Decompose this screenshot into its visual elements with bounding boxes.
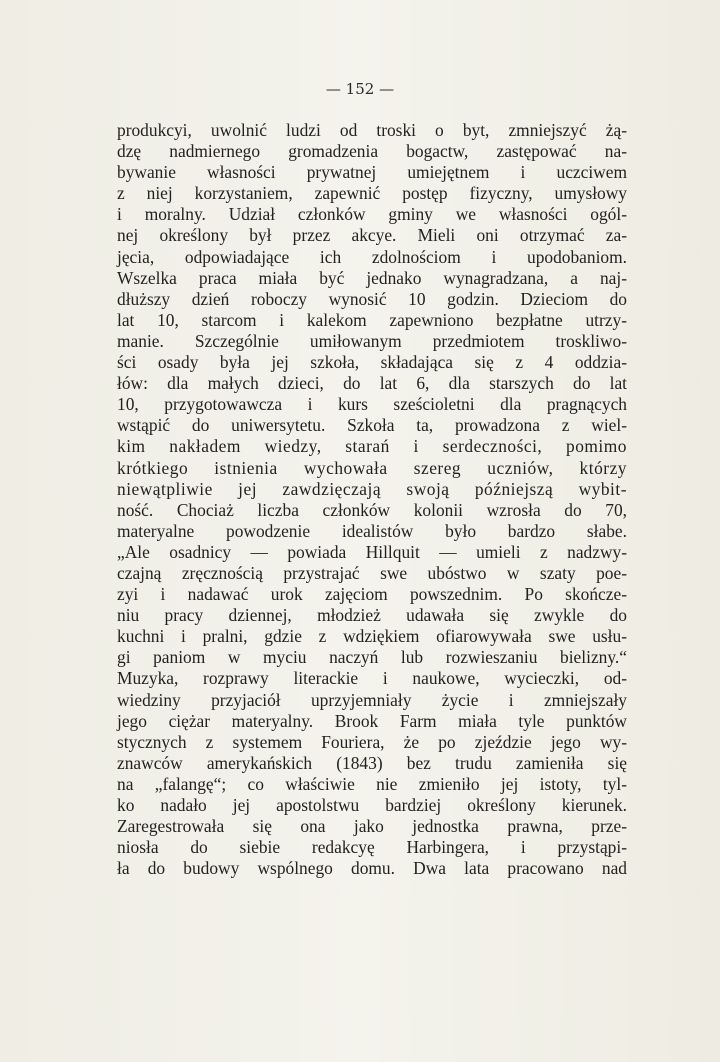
text-line: i moralny. Udział członków gminy we własności ogól- bbox=[117, 204, 627, 225]
text-line: wiedziny przyjaciół uprzyjemniały życie i zmniejszały bbox=[117, 689, 627, 710]
text-line: krótkiego istnienia wychowała szereg uczniów, którzy bbox=[117, 457, 627, 478]
text-line: „Ale osadnicy — powiada Hillquit — umieli z nadzwy- bbox=[117, 541, 627, 562]
text-line: nej określony był przez akcye. Mieli oni otrzymać za- bbox=[117, 225, 627, 246]
page-number: — 152 — bbox=[325, 80, 395, 98]
text-line: lat 10, starcom i kalekom zapewniono bezpłatne utrzy- bbox=[117, 309, 627, 330]
text-line: zyi i nadawać urok zajęciom powszednim. Po skończe- bbox=[117, 584, 627, 605]
text-line: na „falangę“; co właściwie nie zmieniło jej istoty, tyl- bbox=[117, 773, 627, 794]
text-line: Zaregestrowała się ona jako jednostka prawna, prze- bbox=[117, 816, 627, 837]
text-line: Muzyka, rozprawy literackie i naukowe, wycieczki, od- bbox=[117, 668, 627, 689]
text-line: gi paniom w myciu naczyń lub rozwieszaniu bielizny.“ bbox=[117, 647, 627, 668]
text-line: produkcyi, uwolnić ludzi od troski o byt, zmniejszyć żą- bbox=[117, 120, 627, 140]
text-line: stycznych z systemem Fouriera, że po zjeździe jego wy- bbox=[117, 731, 627, 752]
text-line: 10, przygotowawcza i kurs sześcioletni dla pragnących bbox=[117, 394, 627, 415]
text-line: niosła do siebie redakcyę Harbingera, i przystąpi- bbox=[117, 837, 627, 858]
body-text bbox=[117, 120, 627, 879]
text-line: jęcia, odpowiadające ich zdolnościom i upodobaniom. bbox=[117, 246, 627, 267]
text-line: wstąpić do uniwersytetu. Szkoła ta, prowadzona z wiel- bbox=[117, 415, 627, 436]
text-line: manie. Szczególnie umiłowanym przedmiotem troskliwo- bbox=[117, 330, 627, 351]
text-line: ko nadało jej apostolstwu bardziej określony kierunek. bbox=[117, 795, 627, 815]
text-line: materyalne powodzenie idealistów było bardzo słabe. bbox=[117, 520, 627, 541]
text-line: niewątpliwie jej zawdzięczają swoją późniejszą wybit- bbox=[117, 478, 627, 499]
text-line: czajną zręcznością przystrajać swe ubóstwo w szaty poe- bbox=[117, 562, 627, 583]
text-line: Wszelka praca miała być jednako wynagradzana, a naj- bbox=[117, 267, 627, 288]
text-line: jego ciężar materyalny. Brook Farm miała tyle punktów bbox=[117, 710, 627, 731]
text-line: ła do budowy wspólnego domu. Dwa lata pracowano nad bbox=[117, 858, 627, 879]
text-line: kuchni i pralni, gdzie z wdziękiem ofiarowywała swe usłu- bbox=[117, 626, 627, 647]
text-line: z niej korzystaniem, zapewnić postęp fizyczny, umysłowy bbox=[117, 183, 627, 204]
text-line: kim nakładem wiedzy, starań i serdeczności, pomimo bbox=[117, 436, 627, 457]
text-line: łów: dla małych dzieci, do lat 6, dla starszych do lat bbox=[117, 373, 627, 394]
text-line: ści osady była jej szkoła, składająca się z 4 oddzia- bbox=[117, 352, 627, 373]
text-line: znawców amerykańskich (1843) bez trudu zamieniła się bbox=[117, 752, 627, 773]
text-line: dzę nadmiernego gromadzenia bogactw, zastępować na- bbox=[117, 141, 627, 162]
text-line: dłuższy dzień roboczy wynosić 10 godzin. Dzieciom do bbox=[117, 288, 627, 309]
text-line: ność. Chociaż liczba członków kolonii wzrosła do 70, bbox=[117, 499, 627, 520]
text-line: niu pracy dziennej, młodzież udawała się zwykle do bbox=[117, 605, 627, 626]
text-line: bywanie własności prywatnej umiejętnem i uczciwem bbox=[117, 162, 627, 183]
